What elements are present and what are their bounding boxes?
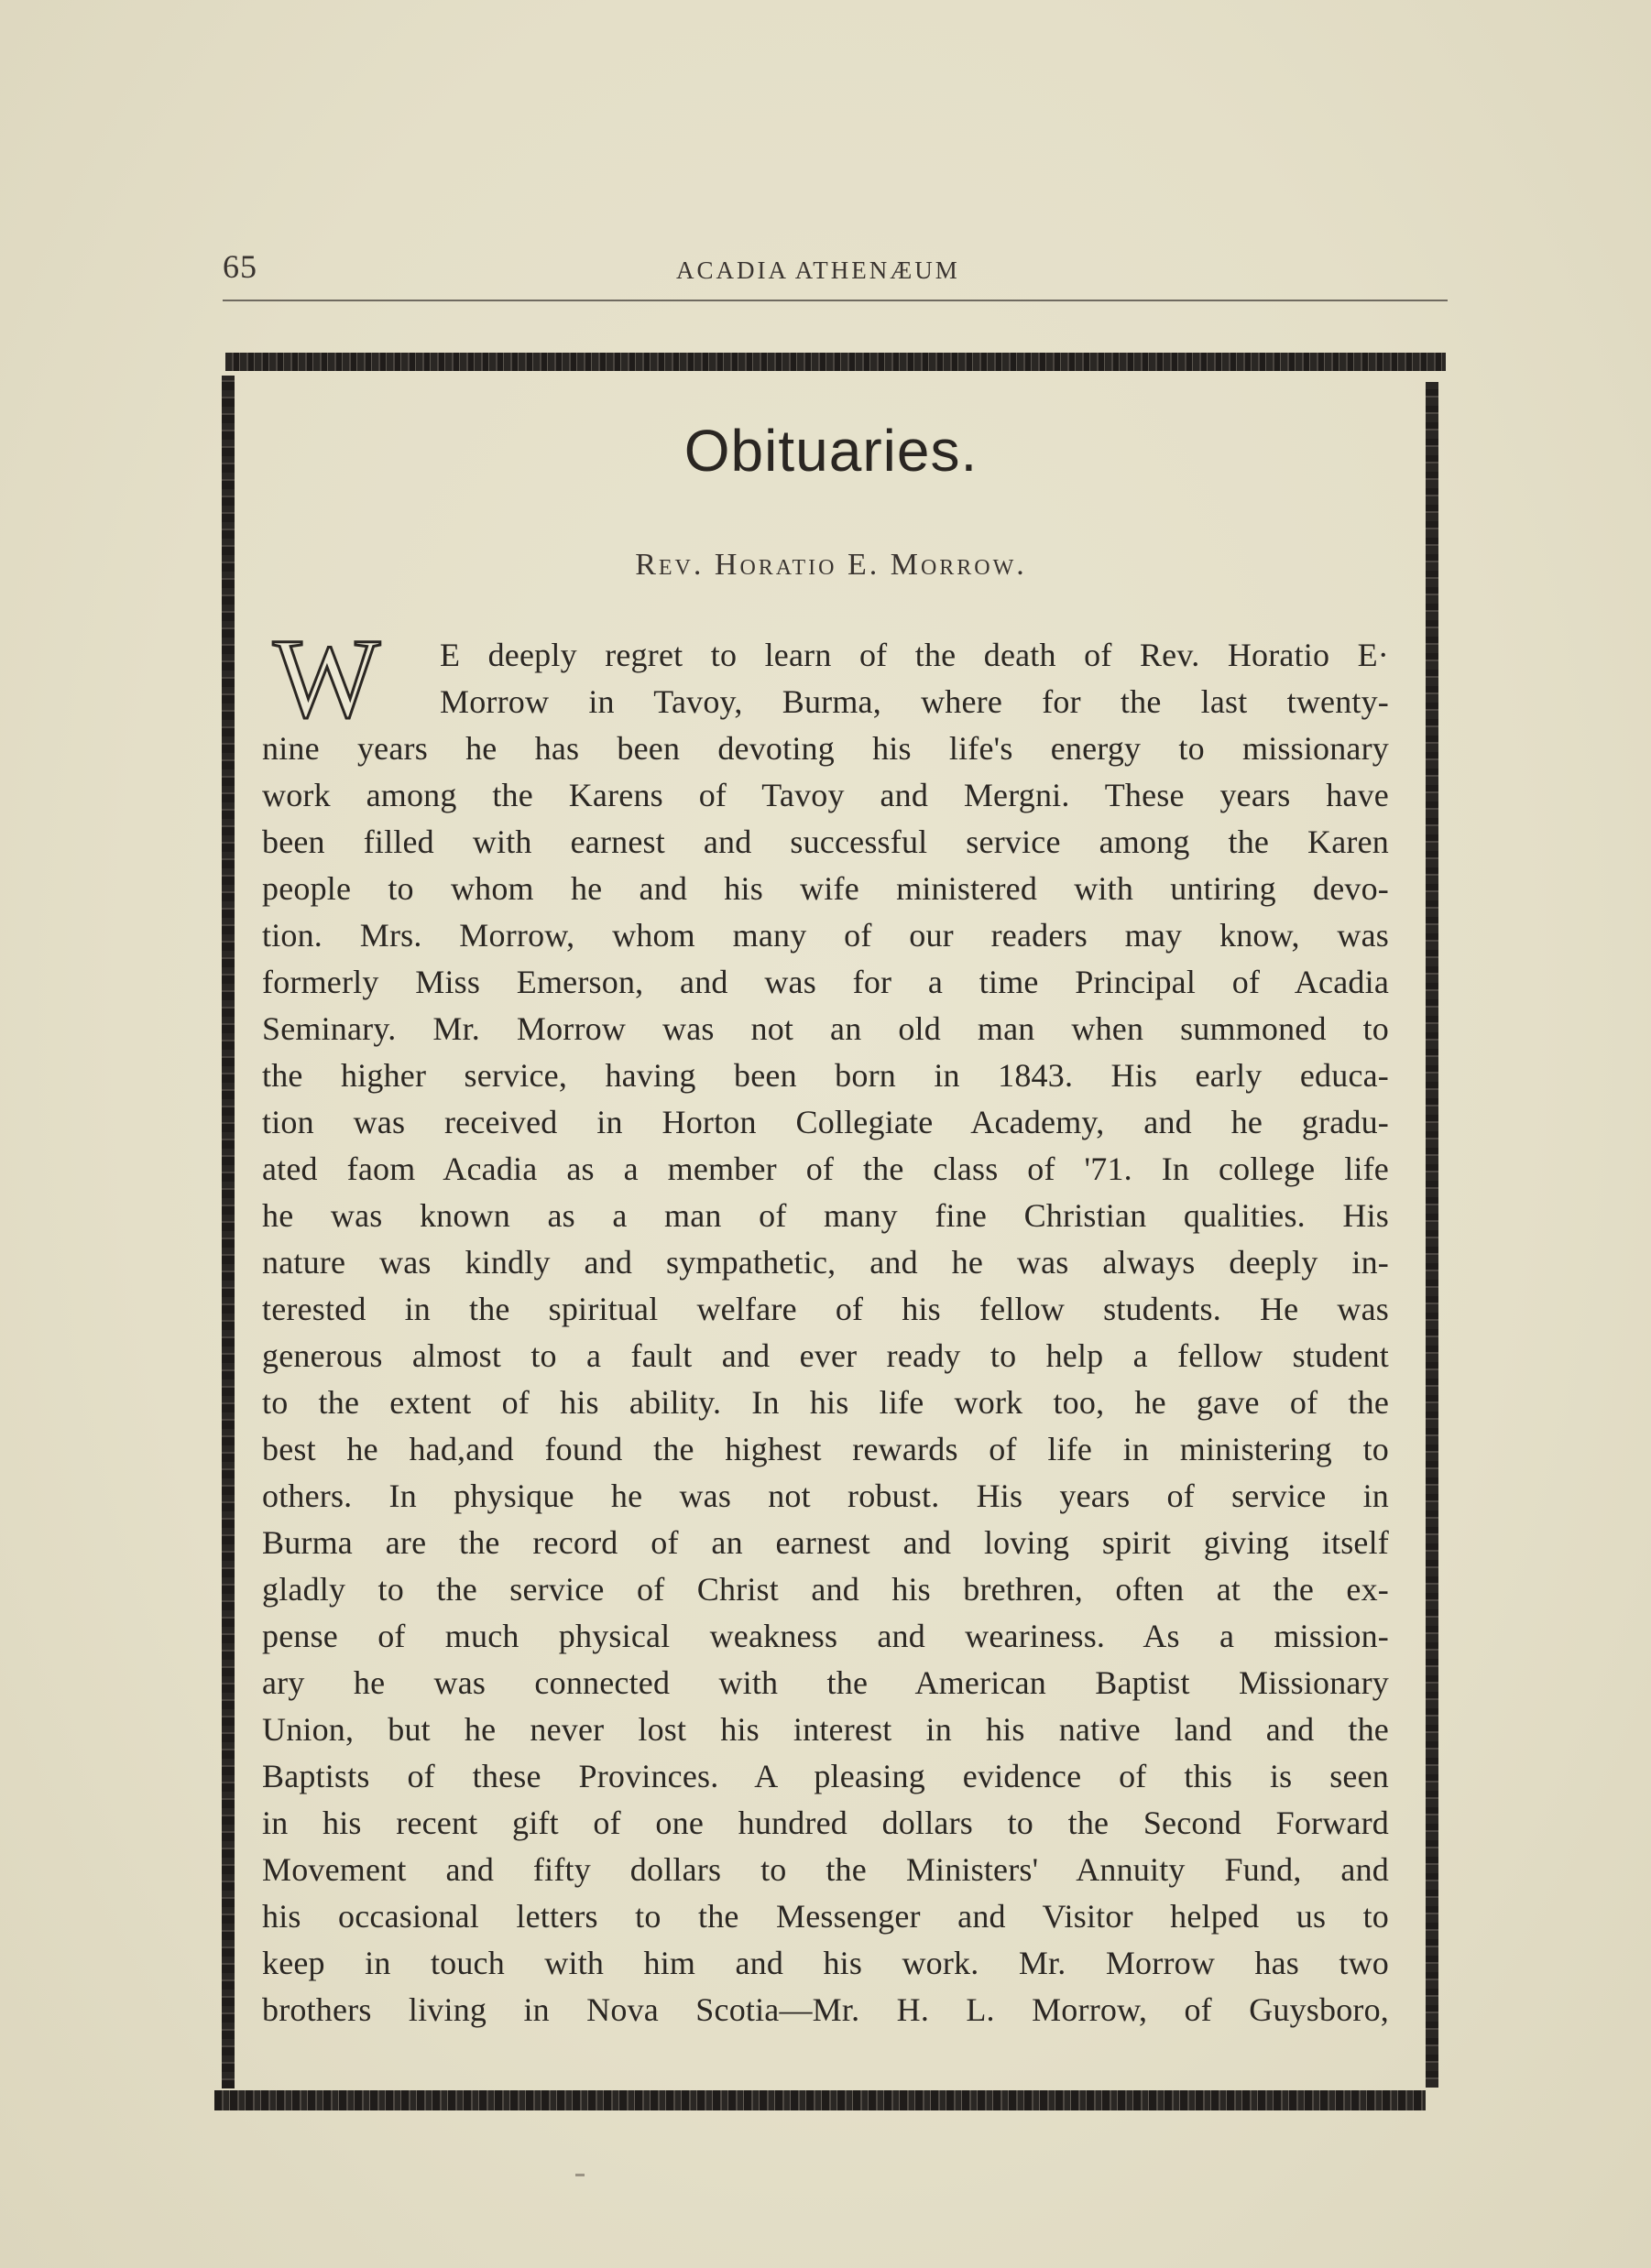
body-line: the higher service, having been born in 1843. His early educa- (262, 1057, 1389, 1094)
body-line: ated faom Acadia as a member of the class of '71. In college life (262, 1150, 1389, 1187)
body-line: pense of much physical weakness and weariness. As a mission- (262, 1618, 1389, 1654)
body-line: terested in the spiritual welfare of his fellow students. He was (262, 1291, 1389, 1327)
section-title: Obituaries. (683, 418, 979, 484)
body-line: Baptists of these Provinces. A pleasing evidence of this is seen (262, 1758, 1389, 1794)
body-line: best he had,and found the highest rewards of life in ministering to (262, 1431, 1389, 1467)
body-line: others. In physique he was not robust. His years of service in (262, 1477, 1389, 1514)
border-right (1426, 382, 1438, 2088)
body-line: Movement and fifty dollars to the Ministers' Annuity Fund, and (262, 1851, 1389, 1888)
border-left (222, 376, 235, 2088)
body-line: Morrow in Tavoy, Burma, where for the last twenty- (440, 683, 1389, 720)
border-top (225, 353, 1446, 371)
body-line: Seminary. Mr. Morrow was not an old man when summoned to (262, 1010, 1389, 1047)
body-line: tion was received in Horton Collegiate Academy, and he gradu- (262, 1104, 1389, 1140)
body-line: work among the Karens of Tavoy and Mergni. These years have (262, 777, 1389, 813)
body-line: formerly Miss Emerson, and was for a time Principal of Acadia (262, 964, 1389, 1000)
body-line: brothers living in Nova Scotia—Mr. H. L. Morrow, of Guysboro, (262, 1991, 1389, 2028)
body-line: to the extent of his ability. In his life work too, he gave of the (262, 1384, 1389, 1421)
paper-speck (575, 2174, 585, 2176)
body-line: his occasional letters to the Messenger and Visitor helped us to (262, 1898, 1389, 1935)
body-line: he was known as a man of many fine Christian qualities. His (262, 1197, 1389, 1234)
body-line: in his recent gift of one hundred dollars to the Second Forward (262, 1805, 1389, 1841)
body-line: generous almost to a fault and ever ready to help a fellow student (262, 1337, 1389, 1374)
journal-title: ACADIA ATHENÆUM (676, 256, 960, 284)
body-line: been filled with earnest and successful service among the Karen (262, 823, 1389, 860)
body-line: gladly to the service of Christ and his brethren, often at the ex- (262, 1571, 1389, 1608)
border-bottom (214, 2090, 1426, 2110)
header-rule (223, 300, 1448, 301)
body-line: nature was kindly and sympathetic, and he was always deeply in- (262, 1244, 1389, 1281)
body-line: keep in touch with him and his work. Mr. Morrow has two (262, 1945, 1389, 1981)
body-line: E deeply regret to learn of the death of Rev. Horatio E· (440, 637, 1389, 673)
obituary-subtitle: Rev. Horatio E. Morrow. (635, 548, 1027, 582)
body-line: ary he was connected with the American Baptist Missionary (262, 1664, 1389, 1701)
drop-cap-letter: W (273, 616, 376, 741)
body-line: Burma are the record of an earnest and loving spirit giving itself (262, 1524, 1389, 1561)
running-header (223, 247, 1448, 302)
body-line: tion. Mrs. Morrow, whom many of our readers may know, was (262, 917, 1389, 954)
body-line: people to whom he and his wife ministered with untiring devo- (262, 870, 1389, 907)
page-number: 65 (223, 248, 257, 285)
body-line: Union, but he never lost his interest in his native land and the (262, 1711, 1389, 1748)
body-line: nine years he has been devoting his life's energy to missionary (262, 730, 1389, 767)
